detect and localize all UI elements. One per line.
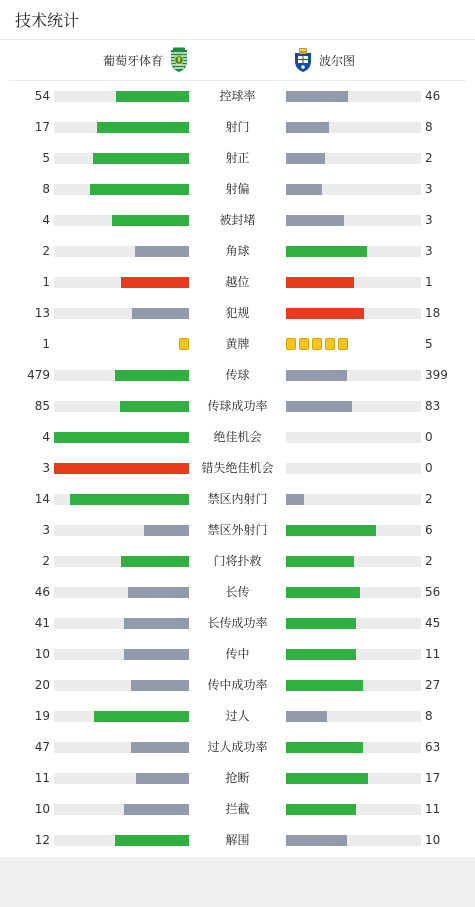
stat-row	[0, 422, 475, 453]
away-stat-bar-track	[286, 370, 421, 381]
away-stat-value: 63	[425, 740, 441, 754]
stat-row	[0, 267, 475, 298]
away-stat-value: 399	[425, 368, 448, 382]
teams-header	[9, 40, 466, 81]
home-stat-bar	[121, 277, 189, 288]
home-stat-bar-track	[54, 556, 189, 567]
away-stat-bar	[286, 649, 356, 660]
away-stat-bar	[286, 370, 347, 381]
home-stat-bar-track	[54, 153, 189, 164]
home-stat-value: 54	[34, 89, 50, 103]
away-stat-bar	[286, 556, 354, 567]
stat-row	[0, 670, 475, 701]
away-stat-bar	[286, 215, 344, 226]
stat-label: 角球	[225, 244, 250, 258]
home-stat-bar-track	[54, 835, 189, 846]
away-stat-bar	[286, 184, 322, 195]
home-stat-bar-track	[54, 122, 189, 133]
stat-row	[0, 174, 475, 205]
away-stat-bar-track	[286, 432, 421, 443]
away-stat-bar	[286, 277, 354, 288]
away-stat-bar-track	[286, 246, 421, 257]
yellow-card-icon	[338, 338, 348, 350]
away-stat-bar	[286, 153, 325, 164]
home-stat-bar	[132, 308, 189, 319]
away-stat-bar	[286, 308, 364, 319]
home-stat-value: 17	[34, 120, 50, 134]
stat-row	[0, 112, 475, 143]
home-stat-value: 46	[34, 585, 50, 599]
away-stat-value: 2	[425, 492, 433, 506]
home-stat-bar-track	[54, 680, 189, 691]
away-stat-bar-track	[286, 525, 421, 536]
stat-row	[0, 546, 475, 577]
home-stat-bar-track	[54, 773, 189, 784]
away-stat-value: 11	[425, 802, 441, 816]
away-stat-bar-track	[286, 773, 421, 784]
home-stat-value: 3	[42, 461, 50, 475]
home-stat-value: 8	[42, 182, 50, 196]
away-stat-value: 0	[425, 430, 433, 444]
away-stat-bar	[286, 401, 352, 412]
home-stat-value: 12	[34, 833, 50, 847]
home-stat-bar-track	[54, 308, 189, 319]
away-stat-bar-track	[286, 804, 421, 815]
home-stat-bar-track	[54, 370, 189, 381]
yellow-card-icon	[299, 338, 309, 350]
away-stat-value: 11	[425, 647, 441, 661]
home-team-name: 葡萄牙体育	[102, 53, 163, 68]
away-stat-value: 10	[425, 833, 441, 847]
away-stat-value: 56	[425, 585, 441, 599]
home-stat-value: 2	[42, 244, 50, 258]
home-stat-bar-track	[54, 184, 189, 195]
away-stat-bar	[286, 680, 363, 691]
away-stat-bar-track	[286, 649, 421, 660]
away-team-name: 波尔图	[319, 53, 356, 68]
home-stat-bar	[112, 215, 189, 226]
away-stat-bar	[286, 618, 356, 629]
stat-label: 拦截	[225, 802, 250, 816]
home-stat-bar	[70, 494, 189, 505]
home-stat-value: 4	[42, 430, 50, 444]
stat-row	[0, 391, 475, 422]
away-yellow-cards	[286, 338, 348, 350]
home-stat-bar-track	[54, 711, 189, 722]
away-stat-bar-track	[286, 215, 421, 226]
stat-label: 抢断	[225, 771, 250, 785]
home-stat-bar	[94, 711, 189, 722]
home-stat-bar	[90, 184, 189, 195]
home-stat-value: 41	[34, 616, 50, 630]
away-stat-bar	[286, 122, 329, 133]
stat-row	[0, 763, 475, 794]
away-stat-bar-track	[286, 618, 421, 629]
away-stat-bar-track	[286, 494, 421, 505]
stat-label: 传球成功率	[207, 399, 268, 413]
home-stat-value: 85	[34, 399, 50, 413]
home-stat-value: 19	[34, 709, 50, 723]
home-stat-bar-track	[54, 463, 189, 474]
stat-row	[0, 205, 475, 236]
away-stat-value: 0	[425, 461, 433, 475]
home-stat-bar-track	[54, 215, 189, 226]
stat-label: 射偏	[225, 182, 250, 196]
stat-label: 越位	[225, 275, 250, 289]
home-stat-value: 4	[42, 213, 50, 227]
home-stat-bar	[131, 742, 189, 753]
home-stat-value: 3	[42, 523, 50, 537]
stat-row	[0, 608, 475, 639]
stat-row	[0, 732, 475, 763]
stat-label: 禁区内射门	[207, 492, 268, 506]
home-stat-bar-track	[54, 494, 189, 505]
home-stat-bar	[136, 773, 189, 784]
away-stat-value: 27	[425, 678, 441, 692]
away-stat-value: 8	[425, 120, 433, 134]
home-stat-bar	[135, 246, 189, 257]
home-stat-bar	[54, 432, 189, 443]
away-stat-bar	[286, 494, 304, 505]
stat-label: 传中成功率	[207, 678, 268, 692]
away-stat-bar-track	[286, 184, 421, 195]
stat-row	[0, 236, 475, 267]
away-stat-value: 18	[425, 306, 441, 320]
home-stat-value: 10	[34, 802, 50, 816]
stat-label: 过人成功率	[207, 740, 268, 754]
stat-row	[0, 825, 475, 856]
stats-list	[0, 81, 475, 856]
stat-row	[0, 81, 475, 112]
away-stat-bar-track	[286, 680, 421, 691]
stat-row	[0, 577, 475, 608]
home-stat-bar-track	[54, 618, 189, 629]
stat-row	[0, 701, 475, 732]
stat-row	[0, 794, 475, 825]
home-stat-bar-track	[54, 742, 189, 753]
home-stat-value: 11	[34, 771, 50, 785]
home-stat-bar-track	[54, 649, 189, 660]
away-stat-bar-track	[286, 153, 421, 164]
home-stat-bar-track	[54, 401, 189, 412]
home-stat-bar	[115, 835, 189, 846]
away-stat-value: 46	[425, 89, 441, 103]
away-stat-bar-track	[286, 91, 421, 102]
away-stat-bar-track	[286, 556, 421, 567]
away-stat-value: 6	[425, 523, 433, 537]
stat-label: 控球率	[219, 89, 256, 103]
stat-label: 传中	[225, 647, 250, 661]
home-stat-bar-track	[54, 587, 189, 598]
yellow-card-icon	[286, 338, 296, 350]
home-yellow-cards	[179, 338, 189, 350]
home-stat-value: 5	[42, 151, 50, 165]
home-stat-value: 20	[34, 678, 50, 692]
stat-label: 绝佳机会	[213, 430, 262, 444]
home-stat-value: 2	[42, 554, 50, 568]
away-stat-bar-track	[286, 277, 421, 288]
away-stat-bar	[286, 525, 376, 536]
stat-label: 传球	[225, 368, 250, 382]
away-stat-bar	[286, 91, 348, 102]
stat-label: 禁区外射门	[207, 523, 268, 537]
away-stat-value: 83	[425, 399, 441, 413]
stat-row	[0, 329, 475, 360]
away-stat-bar	[286, 587, 360, 598]
stat-row	[0, 515, 475, 546]
away-stat-value: 3	[425, 244, 433, 258]
home-stat-bar	[124, 649, 189, 660]
page-title: 技术统计	[15, 11, 80, 30]
home-stat-bar-track	[54, 246, 189, 257]
yellow-card-icon	[179, 338, 189, 350]
stat-row	[0, 143, 475, 174]
home-team[interactable]	[103, 47, 189, 73]
away-team[interactable]	[293, 47, 355, 73]
home-stat-bar	[121, 556, 189, 567]
stat-row	[0, 453, 475, 484]
home-stat-bar	[115, 370, 189, 381]
stat-label: 长传	[225, 585, 250, 599]
home-stat-bar	[116, 91, 189, 102]
home-stat-bar	[54, 463, 189, 474]
home-stat-value: 1	[42, 275, 50, 289]
away-stat-bar-track	[286, 587, 421, 598]
away-stat-value: 5	[425, 337, 433, 351]
home-stat-value: 14	[34, 492, 50, 506]
home-stat-bar	[93, 153, 189, 164]
away-stat-value: 2	[425, 554, 433, 568]
away-stat-value: 45	[425, 616, 441, 630]
home-stat-bar	[120, 401, 189, 412]
stat-label: 被封堵	[219, 213, 256, 227]
porto-crest-icon	[293, 47, 313, 73]
stats-header	[0, 0, 475, 40]
away-stat-bar-track	[286, 742, 421, 753]
away-stat-bar-track	[286, 463, 421, 474]
stat-label: 过人	[225, 709, 250, 723]
home-stat-bar	[124, 804, 189, 815]
away-stat-value: 3	[425, 182, 433, 196]
home-stat-bar-track	[54, 432, 189, 443]
stat-label: 犯规	[225, 306, 250, 320]
home-stat-bar	[131, 680, 189, 691]
stat-label: 长传成功率	[207, 616, 268, 630]
away-stat-bar-track	[286, 711, 421, 722]
away-stat-value: 2	[425, 151, 433, 165]
stat-label: 门将扑救	[213, 554, 262, 568]
home-stat-bar-track	[54, 525, 189, 536]
home-stat-bar	[144, 525, 189, 536]
away-stat-bar	[286, 773, 368, 784]
stat-row	[0, 484, 475, 515]
away-stat-bar-track	[286, 835, 421, 846]
away-stat-bar	[286, 246, 367, 257]
home-stat-value: 13	[34, 306, 50, 320]
away-stat-value: 3	[425, 213, 433, 227]
home-stat-value: 47	[34, 740, 50, 754]
stat-label: 射门	[225, 120, 250, 134]
stat-label: 射正	[225, 151, 250, 165]
home-stat-bar-track	[54, 91, 189, 102]
away-stat-value: 1	[425, 275, 433, 289]
away-stat-value: 8	[425, 709, 433, 723]
home-stat-bar	[124, 618, 189, 629]
stat-row	[0, 360, 475, 391]
stat-row	[0, 298, 475, 329]
away-stat-bar	[286, 804, 356, 815]
away-stat-bar	[286, 835, 347, 846]
stat-row	[0, 639, 475, 670]
home-stat-value: 479	[27, 368, 50, 382]
yellow-card-icon	[325, 338, 335, 350]
home-stat-bar-track	[54, 277, 189, 288]
yellow-card-icon	[312, 338, 322, 350]
away-stat-value: 17	[425, 771, 441, 785]
away-stat-bar-track	[286, 401, 421, 412]
home-stat-value: 1	[42, 337, 50, 351]
away-stat-bar-track	[286, 308, 421, 319]
home-stat-value: 10	[34, 647, 50, 661]
home-stat-bar-track	[54, 804, 189, 815]
away-stat-bar	[286, 711, 327, 722]
stat-label: 错失绝佳机会	[201, 461, 274, 475]
away-stat-bar-track	[286, 122, 421, 133]
sporting-crest-icon	[169, 47, 189, 73]
home-stat-bar	[128, 587, 189, 598]
stat-label: 解围	[225, 833, 250, 847]
home-stat-bar	[97, 122, 189, 133]
away-stat-bar	[286, 742, 363, 753]
stat-label: 黄牌	[225, 337, 250, 351]
